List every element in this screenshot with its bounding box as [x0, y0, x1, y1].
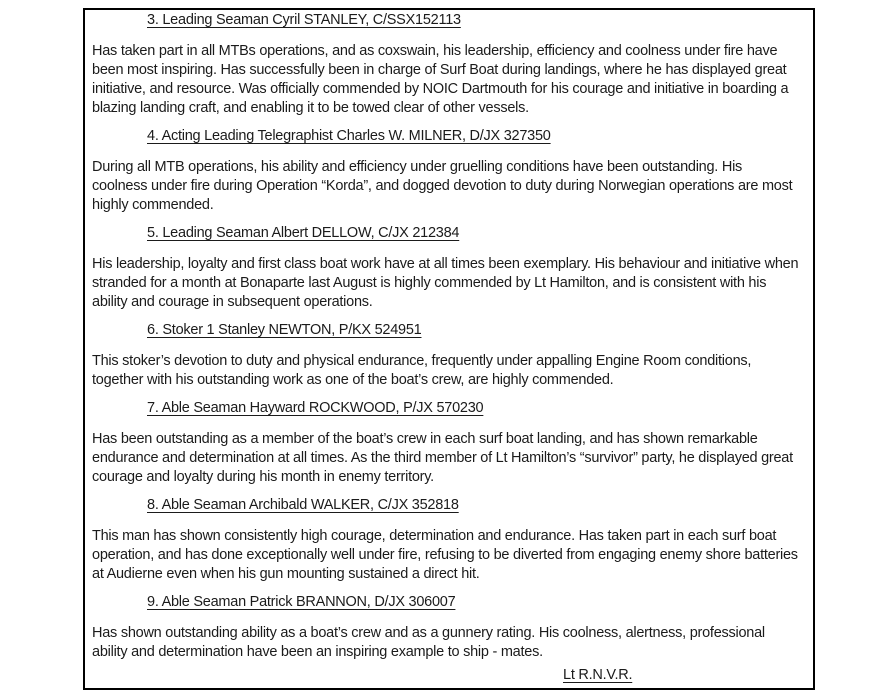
section-heading: 9. Able Seaman Patrick BRANNON, D/JX 306007: [147, 594, 456, 610]
commendation-section-newton: [92, 321, 803, 390]
commendation-section-dellow: [92, 224, 803, 312]
document-page: [83, 8, 815, 690]
section-body: His leadership, loyalty and first class boat work have at all times been exemplary. His behaviour and initiative when stranded for a month at Bonaparte last August is highly commended by Lt Hamilton, and is consistent with his ability and courage in subsequent operations.: [92, 256, 799, 310]
section-heading: 6. Stoker 1 Stanley NEWTON, P/KX 524951: [147, 322, 422, 338]
commendation-section-walker: [92, 496, 803, 584]
section-heading: 8. Able Seaman Archibald WALKER, C/JX 352818: [147, 497, 459, 513]
section-body: Has been outstanding as a member of the boat’s crew in each surf boat landing, and has shown remarkable endurance and determination at all times. As the third member of Lt Hamilton’s “survivor” party, he displayed great courage and loyalty during his month in enemy territory.: [92, 431, 793, 485]
section-body: Has shown outstanding ability as a boat’s crew and as a gunnery rating. His coolness, alertness, professional ability and determination have been an inspiring example to ship - mates.: [92, 625, 765, 660]
commendation-section-stanley: [92, 11, 803, 118]
section-body: This man has shown consistently high courage, determination and endurance. Has taken part in each surf boat operation, and has done exceptionally well under fire, refusing to be diverted from engaging enemy shore batteries at Audierne even when his gun mounting sustained a direct hit.: [92, 528, 798, 582]
section-heading: 3. Leading Seaman Cyril STANLEY, C/SSX152113: [147, 12, 461, 28]
section-body: Has taken part in all MTBs operations, and as coxswain, his leadership, efficiency and coolness under fire have been most inspiring. Has successfully been in charge of Surf Boat during landings, where he has displayed great initiative, and resource. Was officially commended by NOIC Dartmouth for his courage and initiative in boarding a blazing landing craft, and enabling it to be towed clear of other vessels.: [92, 43, 789, 116]
commendation-section-milner: [92, 127, 803, 215]
section-heading: 7. Able Seaman Hayward ROCKWOOD, P/JX 570230: [147, 400, 484, 416]
section-heading: 5. Leading Seaman Albert DELLOW, C/JX 212384: [147, 225, 460, 241]
signature-line: Lt R.N.V.R.: [563, 667, 633, 683]
section-body: This stoker’s devotion to duty and physical endurance, frequently under appalling Engine Room conditions, together with his outstanding work as one of the boat’s crew, are highly commended.: [92, 353, 752, 388]
commendation-section-brannon: [92, 593, 803, 662]
section-body: During all MTB operations, his ability and efficiency under gruelling conditions have been outstanding. His coolness under fire during Operation “Korda”, and dogged devotion to duty during Norwegian operations are most highly commended.: [92, 159, 793, 213]
commendation-section-rockwood: [92, 399, 803, 487]
section-heading: 4. Acting Leading Telegraphist Charles W. MILNER, D/JX 327350: [147, 128, 551, 144]
